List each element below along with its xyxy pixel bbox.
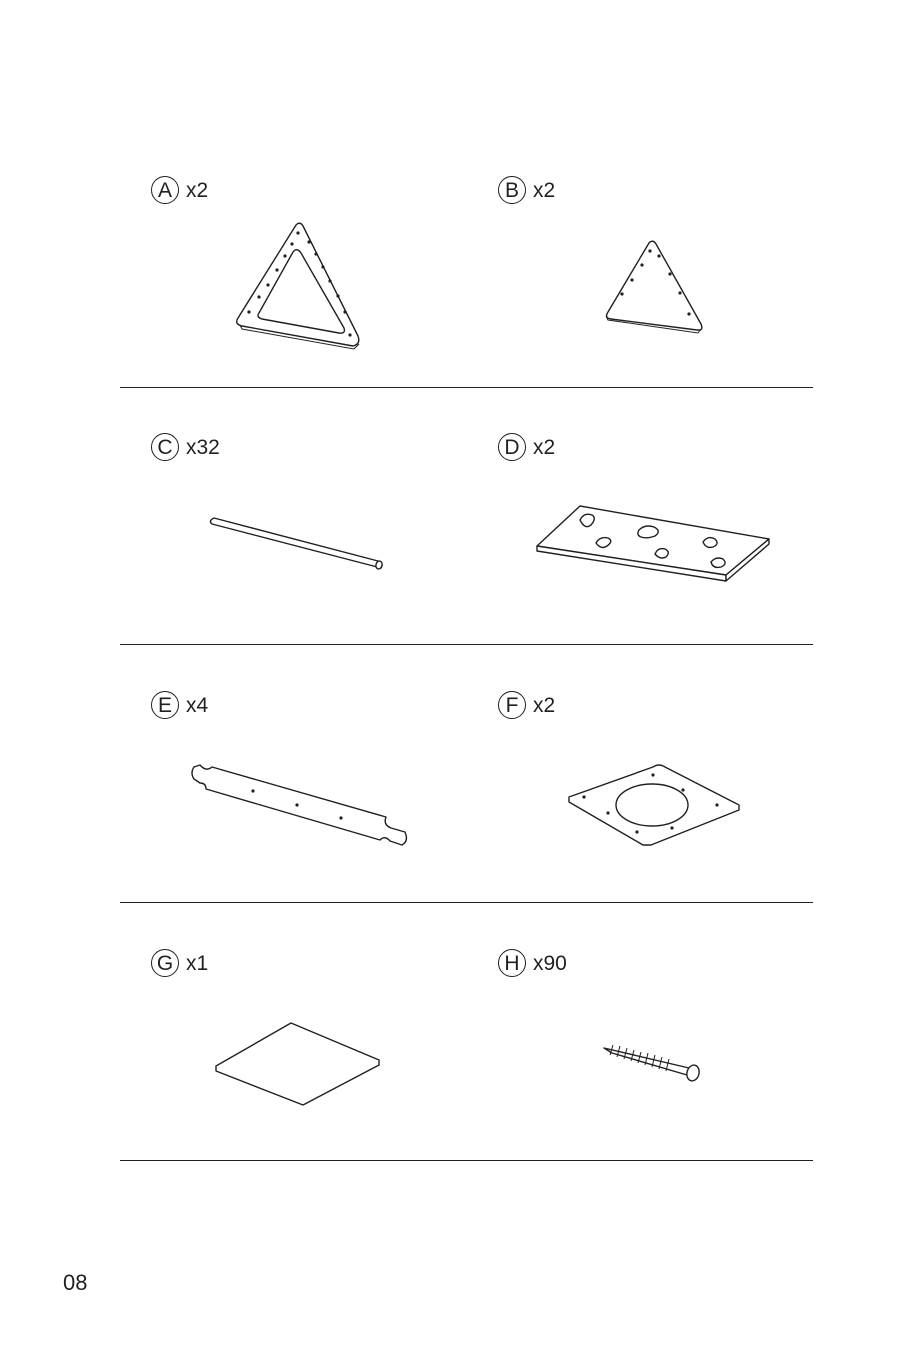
screw-icon xyxy=(467,903,813,1160)
part-c xyxy=(120,387,466,644)
part-g xyxy=(120,903,466,1160)
part-f xyxy=(467,645,813,902)
part-quantity: x1 xyxy=(186,951,209,975)
part-quantity: x2 xyxy=(533,693,556,717)
part-b xyxy=(467,130,813,387)
part-letter: B xyxy=(498,176,526,204)
climbing-board-icon xyxy=(467,387,813,644)
part-letter: G xyxy=(151,949,179,977)
part-quantity: x2 xyxy=(186,178,209,202)
part-letter: E xyxy=(151,691,179,719)
part-quantity: x32 xyxy=(186,435,220,459)
part-letter: C xyxy=(151,433,179,461)
part-quantity: x90 xyxy=(533,951,567,975)
part-letter: F xyxy=(498,691,526,719)
part-quantity: x2 xyxy=(533,178,556,202)
part-letter: A xyxy=(151,176,179,204)
parts-row-4 xyxy=(120,903,813,1161)
part-a xyxy=(120,130,466,387)
slat-rail-icon xyxy=(120,645,466,902)
parts-row-3 xyxy=(120,645,813,903)
parts-row-2 xyxy=(120,387,813,645)
triangle-panel-icon xyxy=(467,130,813,387)
part-letter: H xyxy=(498,949,526,977)
part-letter: D xyxy=(498,433,526,461)
dowel-rod-icon xyxy=(120,387,466,644)
part-d xyxy=(467,387,813,644)
part-quantity: x2 xyxy=(533,435,556,459)
row-divider xyxy=(120,1160,813,1161)
part-e xyxy=(120,645,466,902)
part-quantity: x4 xyxy=(186,693,209,717)
parts-row-1 xyxy=(120,130,813,388)
panel-with-hole-icon xyxy=(467,645,813,902)
page-number: 08 xyxy=(63,1270,88,1295)
triangle-frame-icon xyxy=(120,130,466,387)
part-h xyxy=(467,903,813,1160)
square-panel-icon xyxy=(120,903,466,1160)
